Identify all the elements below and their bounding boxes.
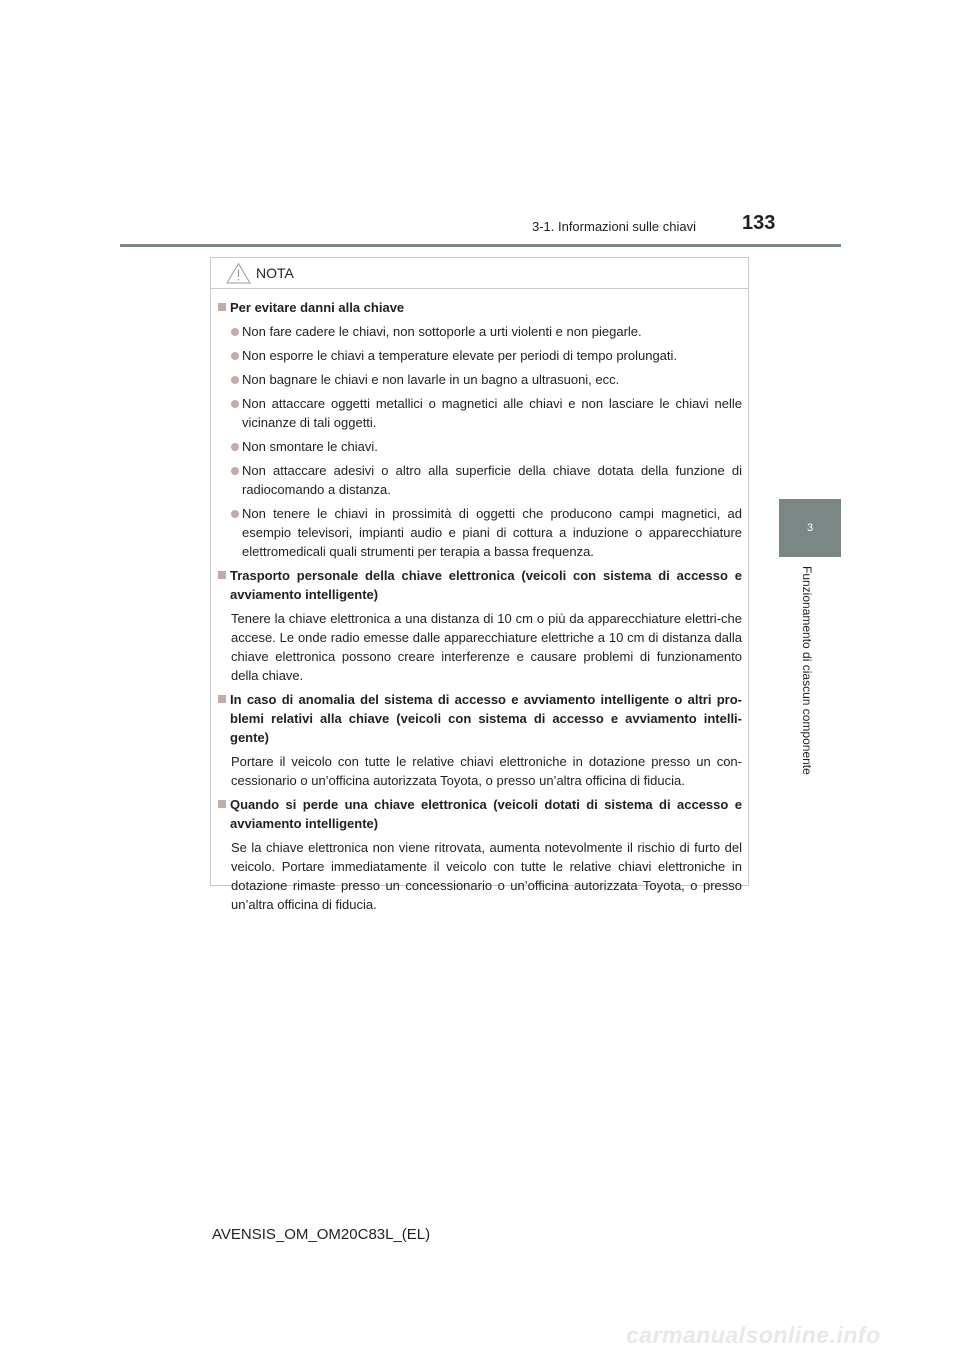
list-item xyxy=(218,461,742,499)
list-item-text: Non esporre le chiavi a temperature elevate per periodi di tempo prolungati. xyxy=(242,348,678,363)
list-item xyxy=(218,370,742,389)
list-item xyxy=(218,437,742,456)
note-body xyxy=(211,289,748,914)
square-bullet-icon xyxy=(218,571,226,579)
list-item xyxy=(218,394,742,432)
section-heading-text: In caso di anomalia del sistema di accesso e avviamento intelligente o altri pro-blemi relativi alla chiave (veicoli con sistema di accesso e avviamento intelli-gente) xyxy=(230,692,742,745)
circle-bullet-icon xyxy=(231,352,239,360)
circle-bullet-icon xyxy=(231,510,239,518)
circle-bullet-icon xyxy=(231,443,239,451)
document-code: AVENSIS_OM_OM20C83L_(EL) xyxy=(212,1226,431,1243)
list-item-text: Non tenere le chiavi in prossimità di oggetti che producono campi magnetici, ad esempio televisori, impianti audio e piani di cottura a induzione o apparecchiature elettromedicali quali strumenti per terapia a bassa frequenza. xyxy=(242,506,742,559)
section-heading xyxy=(218,690,742,747)
list-item-text: Non attaccare adesivi o altro alla superficie della chiave dotata della funzione di radiocomando a distanza. xyxy=(242,463,742,497)
warning-triangle-icon xyxy=(226,262,251,284)
chapter-tab xyxy=(779,499,841,557)
list-item xyxy=(218,346,742,365)
page-number: 133 xyxy=(742,212,776,234)
list-item-text: Non smontare le chiavi. xyxy=(242,439,378,454)
list-item xyxy=(218,504,742,561)
square-bullet-icon xyxy=(218,695,226,703)
note-box xyxy=(210,257,749,912)
section-paragraph: Tenere la chiave elettronica a una distanza di 10 cm o più da apparecchiature elettri-che accese. Le onde radio emesse dalle apparecchiature elettriche a 10 cm di distanza dalla chiave elettronica possono creare interferenze e causare problemi di funzionamento della chiave. xyxy=(231,611,742,683)
header-divider xyxy=(120,244,841,247)
section-paragraph: Portare il veicolo con tutte le relative chiavi elettroniche in dotazione presso un con-cessionario o un’officina autorizzata Toyota, o presso un’altra officina di fiducia. xyxy=(231,754,742,788)
section-heading xyxy=(218,795,742,833)
circle-bullet-icon xyxy=(231,400,239,408)
square-bullet-icon xyxy=(218,303,226,311)
list-item-text: Non attaccare oggetti metallici o magnetici alle chiavi e non lasciare le chiavi nelle vicinanze di tali oggetti. xyxy=(242,396,742,430)
list-item-text: Non fare cadere le chiavi, non sottoporle a urti violenti e non piegarle. xyxy=(242,324,642,339)
section-paragraph: Se la chiave elettronica non viene ritrovata, aumenta notevolmente il rischio di furto del veicolo. Portare immediatamente il veicolo con tutte le relative chiavi elettroniche in dotazione rimaste presso un concessionario o un’officina autorizzata Toyota, o presso un’altra officina di fiducia. xyxy=(231,840,742,912)
circle-bullet-icon xyxy=(231,376,239,384)
list-item-text: Non bagnare le chiavi e non lavarle in un bagno a ultrasuoni, ecc. xyxy=(242,372,620,387)
section-heading-text: Per evitare danni alla chiave xyxy=(230,300,405,315)
note-header xyxy=(211,258,748,289)
section-title: 3-1. Informazioni sulle chiavi xyxy=(531,219,696,234)
note-title: NOTA xyxy=(256,265,294,281)
section-heading xyxy=(218,298,742,317)
chapter-side-label xyxy=(800,566,814,794)
square-bullet-icon xyxy=(218,800,226,808)
watermark-text: carmanualsonline.info xyxy=(626,1322,881,1348)
chapter-title: Funzionamento di ciascun componente xyxy=(800,566,814,775)
chapter-number: 3 xyxy=(806,522,814,534)
section-heading xyxy=(218,566,742,604)
list-item xyxy=(218,322,742,341)
circle-bullet-icon xyxy=(231,328,239,336)
section-heading-text: Trasporto personale della chiave elettronica (veicoli con sistema di accesso e avviamento intelligente) xyxy=(230,568,742,602)
section-heading-text: Quando si perde una chiave elettronica (veicoli dotati di sistema di accesso e avviamento intelligente) xyxy=(230,797,742,831)
circle-bullet-icon xyxy=(231,467,239,475)
